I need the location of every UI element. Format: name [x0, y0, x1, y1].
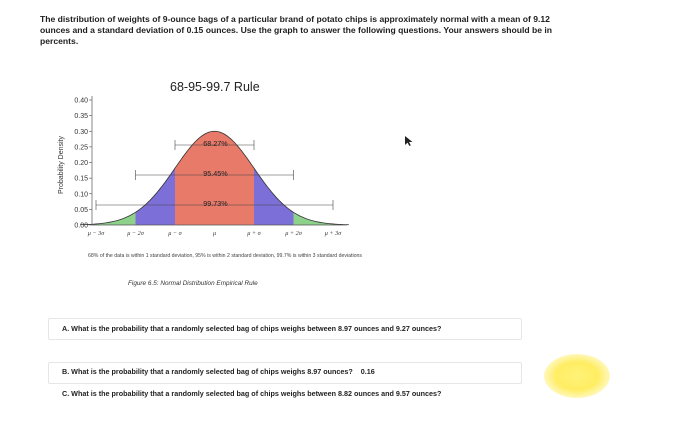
range-label-1: 95.45% — [203, 169, 228, 178]
range-label-0: 68.27% — [203, 139, 228, 148]
x-tick-label-3: μ — [212, 230, 217, 237]
y-tick-label-2: 0.30 — [74, 128, 88, 136]
x-tick-label-2: μ − σ — [168, 230, 182, 237]
mouse-cursor-icon — [404, 135, 414, 147]
y-tick-label-5: 0.15 — [74, 175, 88, 183]
question-b-text: B. What is the probability that a randomly selected bag of chips weighs 8.97 ounces? — [62, 367, 353, 376]
region-tail-right — [294, 212, 345, 225]
x-tick-label-4: μ + σ — [247, 230, 261, 237]
question-b-answer[interactable]: 0.16 — [360, 367, 375, 376]
highlight-glow — [544, 354, 610, 398]
figure-caption: Figure 6.5: Normal Distribution Empirical Rule — [128, 280, 258, 287]
y-tick-label-6: 0.10 — [74, 191, 88, 199]
y-tick-label-0: 0.40 — [74, 97, 88, 105]
question-b — [62, 367, 375, 376]
y-tick-label-8: 0.00 — [74, 222, 88, 230]
x-tick-label-1: μ − 2σ — [127, 230, 144, 237]
question-a: A. What is the probability that a randomly selected bag of chips weighs between 8.97 ounces and 9.27 ounces? — [62, 324, 442, 333]
question-c: C. What is the probability that a randomly selected bag of chips weighs between 8.82 ounces and 9.57 ounces? — [62, 389, 442, 398]
y-tick-label-7: 0.05 — [74, 206, 88, 214]
chart-title: 68-95-99.7 Rule — [170, 80, 260, 94]
problem-statement: The distribution of weights of 9-ounce bags of a particular brand of potato chips is approximately normal with a mean of 9.12 ounces and a standard deviation of 0.15 ounces. Use the graph to answer the following questions. Your answers should be in percents. — [40, 14, 553, 46]
y-tick-label-4: 0.20 — [74, 160, 88, 167]
range-label-2: 99.73% — [203, 199, 228, 208]
x-tick-label-6: μ + 3σ — [324, 230, 342, 237]
x-tick-label-5: μ + 2σ — [285, 230, 302, 237]
figure-footnote: 68% of the data is within 1 standard deviation, 95% is within 2 standard deviation, 99.7% is within 3 standard deviations — [88, 253, 362, 259]
y-tick-label-3: 0.25 — [74, 144, 88, 152]
x-tick-label-0: μ − 3σ — [87, 230, 105, 237]
y-tick-label-1: 0.35 — [74, 113, 88, 121]
y-axis-label: Probability Density — [58, 136, 65, 194]
